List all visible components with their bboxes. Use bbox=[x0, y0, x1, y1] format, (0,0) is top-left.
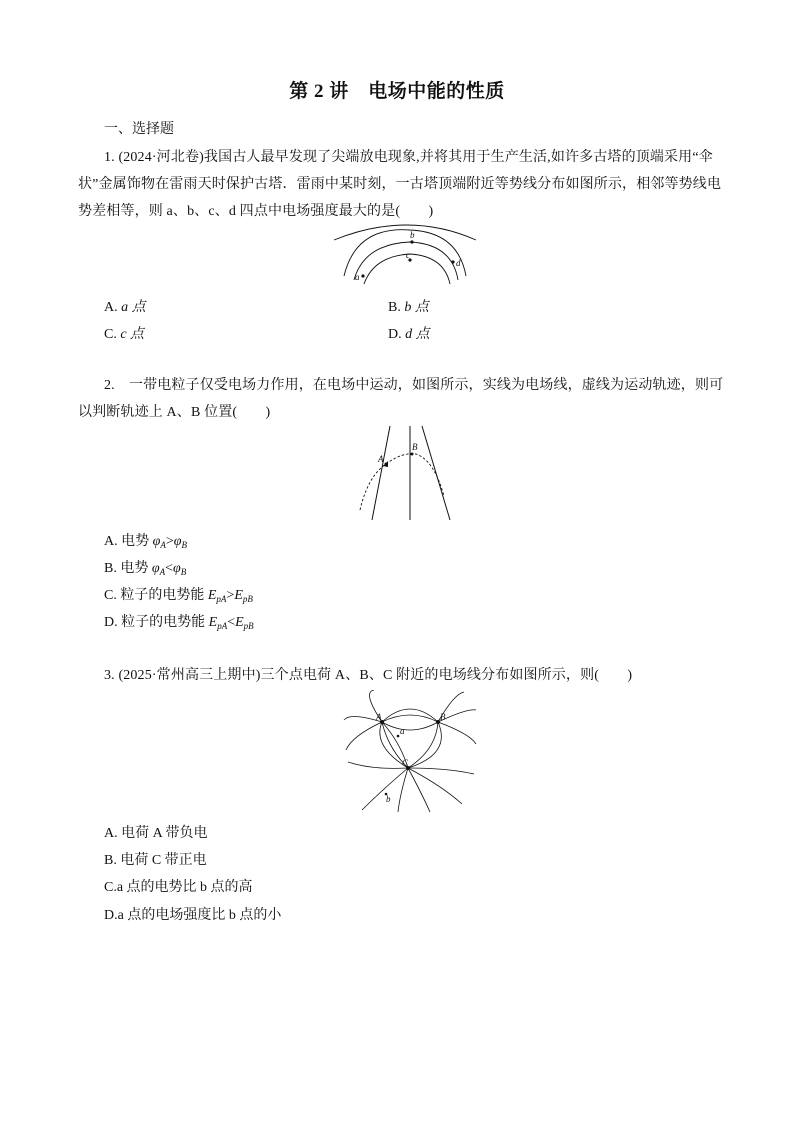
q1-option-b-key: B. bbox=[388, 300, 401, 315]
q1-option-b[interactable] bbox=[388, 296, 429, 316]
q2-figure-field-lines bbox=[350, 424, 470, 522]
q2-option-b-sub1: A bbox=[159, 567, 166, 577]
q3-option-d-key: D. bbox=[104, 908, 118, 923]
q2-option-a-sym1: φ bbox=[152, 534, 161, 549]
q2-option-a-sub2: B bbox=[181, 540, 188, 550]
q1-line-3: 势差相等，则 a、b、c、d 四点中电场强度最大的是( ) bbox=[78, 204, 434, 219]
point-a bbox=[361, 274, 364, 277]
q2-option-c-key: C. bbox=[104, 588, 117, 603]
label-d: d bbox=[456, 258, 461, 268]
point-b bbox=[410, 240, 413, 243]
q2-option-d[interactable] bbox=[104, 611, 254, 631]
q3-option-c[interactable] bbox=[104, 876, 253, 896]
q2-option-c-pre: 粒子的电势能 bbox=[120, 588, 208, 603]
label-A: A bbox=[378, 454, 384, 464]
q2-option-a-rel: > bbox=[165, 534, 174, 549]
q3-option-d-text: a 点的电场强度比 b 点的小 bbox=[117, 908, 282, 923]
field-line-ab-2 bbox=[382, 715, 438, 722]
q2-option-a-sub1: A bbox=[160, 540, 166, 550]
field-line-a-out-3 bbox=[346, 722, 382, 750]
q2-option-c-sym1: E bbox=[207, 588, 217, 603]
point-A bbox=[385, 463, 388, 466]
point-a bbox=[397, 735, 400, 738]
point-d bbox=[451, 260, 454, 263]
q2-option-b-sub2: B bbox=[180, 567, 187, 577]
q2-option-b-rel: < bbox=[165, 561, 173, 576]
q1-option-a[interactable] bbox=[104, 296, 146, 316]
q3-option-a[interactable] bbox=[104, 822, 207, 842]
equipotential-arc-3 bbox=[354, 242, 458, 280]
trajectory-dashed bbox=[360, 454, 444, 510]
q1-option-c-text: c 点 bbox=[120, 327, 145, 342]
q2-option-a[interactable] bbox=[104, 530, 187, 550]
label-A: A bbox=[376, 712, 382, 722]
page-title: 第 2 讲 电场中能的性质 bbox=[289, 81, 505, 102]
field-line-ab-3 bbox=[382, 722, 438, 730]
q3-option-d[interactable] bbox=[104, 904, 281, 924]
field-line-right bbox=[422, 426, 450, 520]
q2-option-b-sym1: φ bbox=[151, 561, 160, 576]
field-line-c-out-1 bbox=[348, 762, 408, 768]
q3-option-b[interactable] bbox=[104, 849, 207, 869]
label-b: b bbox=[386, 794, 391, 804]
q2-option-d-rel: < bbox=[227, 615, 236, 630]
q2-option-d-sym2: E bbox=[235, 615, 244, 630]
q1-option-c[interactable] bbox=[104, 323, 144, 343]
q3-option-b-text: 电荷 C 带正电 bbox=[116, 853, 207, 868]
q2-option-c-sub1: pA bbox=[216, 594, 227, 604]
q3-option-a-key: A. bbox=[104, 826, 118, 841]
field-line-ab-1 bbox=[382, 709, 438, 722]
q2-option-a-pre: 电势 bbox=[121, 534, 153, 549]
q3-line-1: 3. (2025·常州高三上期中)三个点电荷 A、B、C 附近的电场线分布如图所示，则( ) bbox=[104, 668, 633, 683]
point-B bbox=[411, 453, 414, 456]
q1-line-1: 1. (2024·河北卷)我国古人最早发现了尖端放电现象,并将其用于生产生活,如许多古塔的顶端采用“伞 bbox=[104, 150, 713, 165]
section-heading: 一、选择题 bbox=[104, 122, 174, 137]
q2-option-d-pre: 粒子的电势能 bbox=[121, 615, 209, 630]
field-lines-group bbox=[344, 690, 476, 812]
q1-option-c-key: C. bbox=[104, 327, 117, 342]
field-line-b-out-3 bbox=[438, 722, 476, 744]
q1-option-a-key: A. bbox=[104, 300, 118, 315]
q2-option-c-rel: > bbox=[226, 588, 235, 603]
q3-option-c-key: C. bbox=[104, 880, 117, 895]
label-B: B bbox=[412, 442, 418, 452]
field-line-bc-2 bbox=[408, 722, 441, 768]
field-line-bc-1 bbox=[408, 722, 438, 768]
q3-option-b-key: B. bbox=[104, 853, 117, 868]
label-a: a bbox=[400, 726, 405, 736]
q3-option-c-text: a 点的电势比 b 点的高 bbox=[116, 880, 253, 895]
field-line-c-out-2 bbox=[362, 768, 408, 810]
q1-option-d[interactable] bbox=[388, 323, 430, 343]
q2-option-b[interactable] bbox=[104, 557, 186, 577]
q2-option-b-pre: 电势 bbox=[120, 561, 152, 576]
label-c: c bbox=[406, 250, 410, 260]
q2-line-2: 以判断轨迹上 A、B 位置( ) bbox=[78, 405, 271, 420]
field-line-c-out-3 bbox=[398, 768, 408, 812]
q2-option-d-key: D. bbox=[104, 615, 118, 630]
q1-option-a-text: a 点 bbox=[121, 300, 146, 315]
q2-option-c[interactable] bbox=[104, 584, 253, 604]
label-b: b bbox=[410, 230, 415, 240]
q1-figure-equipotential bbox=[330, 218, 480, 290]
equipotential-arc-1 bbox=[334, 225, 476, 240]
q2-option-a-key: A. bbox=[104, 534, 118, 549]
q2-option-a-sym2: φ bbox=[173, 534, 182, 549]
q2-option-d-sym1: E bbox=[208, 615, 218, 630]
field-line-c-out-5 bbox=[408, 768, 462, 804]
q3-option-a-text: 电荷 A 带负电 bbox=[117, 826, 208, 841]
q1-option-b-text: b 点 bbox=[404, 300, 429, 315]
equipotential-arc-2 bbox=[344, 230, 466, 276]
label-a: a bbox=[355, 272, 360, 282]
q2-option-c-sym2: E bbox=[234, 588, 243, 603]
q2-option-d-sub1: pA bbox=[217, 621, 228, 631]
q3-figure-three-charges bbox=[342, 690, 478, 814]
q2-option-d-sub2: pB bbox=[243, 621, 254, 631]
q1-line-2: 状”金属饰物在雷雨天时保护古塔．雷雨中某时刻，一古塔顶端附近等势线分布如图所示，相邻等势线电 bbox=[78, 177, 722, 192]
q1-option-d-text: d 点 bbox=[405, 327, 430, 342]
q2-option-c-sub2: pB bbox=[242, 594, 253, 604]
q2-option-b-key: B. bbox=[104, 561, 117, 576]
q2-option-b-sym2: φ bbox=[173, 561, 181, 576]
field-line-c-out-4 bbox=[408, 768, 430, 812]
label-C: C bbox=[402, 758, 409, 768]
q1-option-d-key: D. bbox=[388, 327, 402, 342]
label-B: B bbox=[440, 712, 446, 722]
field-line-left bbox=[372, 426, 390, 520]
q2-line-1: 2. 一带电粒子仅受电场力作用，在电场中运动，如图所示，实线为电场线，虚线为运动轨迹，则可 bbox=[104, 378, 724, 393]
